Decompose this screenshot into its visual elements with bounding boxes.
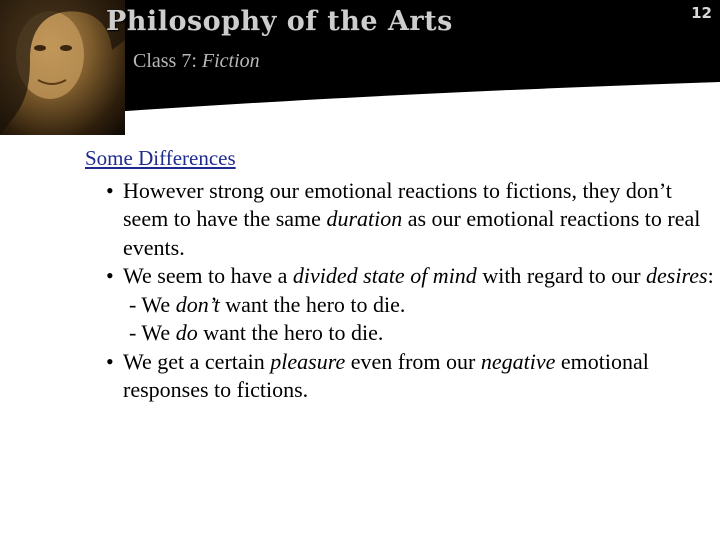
section-heading: Some Differences <box>85 146 236 170</box>
sub-bullet-text: want the hero to die. <box>197 320 384 345</box>
sub-bullet-text: - We <box>129 320 176 345</box>
subtitle-prefix: Class 7: <box>133 50 202 72</box>
bullet-text: as our emotional reactions to real events. <box>123 206 701 260</box>
slide-number: 12 <box>691 4 712 22</box>
bullet-item <box>85 262 715 291</box>
bullet-symbol: • <box>106 348 114 374</box>
emphasis-text: desires <box>646 263 708 288</box>
bullet-symbol: • <box>106 177 114 203</box>
emphasis-text: divided state of mind <box>292 263 477 288</box>
sub-bullet-item <box>85 291 715 320</box>
subtitle-topic: Fiction <box>201 50 260 72</box>
bullet-text: However strong our emotional reactions to fictions, they don’t seem to have the same <box>123 177 672 231</box>
bullet-text: emotional responses to fictions. <box>123 348 649 402</box>
course-title: Philosophy of the Arts <box>106 6 453 37</box>
class-subtitle <box>133 50 260 73</box>
emphasis-text: pleasure <box>270 348 346 374</box>
emphasis-text: duration <box>326 206 403 231</box>
emphasis-text: negative <box>480 348 556 374</box>
slide-body <box>85 144 715 405</box>
bullet-text: with regard to our <box>476 263 647 288</box>
bullet-item <box>85 177 715 263</box>
sub-bullet-item <box>85 319 715 348</box>
sub-bullet-text: - We <box>129 291 176 317</box>
bullet-item <box>85 348 715 405</box>
bullet-text: We seem to have a <box>123 263 293 288</box>
bullet-text: : <box>707 263 714 288</box>
emphasis-text: don’t <box>175 291 220 317</box>
bullet-symbol: • <box>106 263 114 288</box>
emphasis-text: do <box>175 320 198 345</box>
bullet-text: even from our <box>345 348 481 374</box>
sub-bullet-text: want the hero to die. <box>219 291 406 317</box>
bullet-text: We get a certain <box>123 348 271 374</box>
slide-header <box>0 0 720 135</box>
